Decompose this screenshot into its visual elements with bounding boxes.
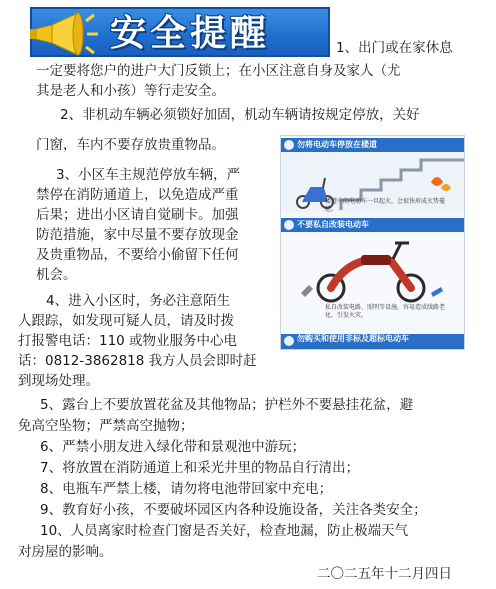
- item-4-line-2: 人跟踪，如发现可疑人员，请及时拨: [18, 313, 234, 329]
- item-3-line-6: 机会。: [36, 267, 77, 283]
- item-1-line-2: 一定要将您户的进户大门反锁上；在小区注意自身及家人（尤: [36, 63, 401, 79]
- item-9: 9、教育好小孩，不要破坏园区内各种设施设备，关注各类安全；: [40, 502, 427, 518]
- infographic-header-2: 不要私自改装电动车: [281, 218, 465, 232]
- item-1-line-3: 其是老人和小孩）等行走安全。: [36, 83, 225, 99]
- item-8: 8、电瓶车严禁上楼，请勿将电池带回家中充电；: [40, 481, 333, 497]
- infographic-caption-1: 楼道中的电动车一旦起火，会很快形成火势蔓延。: [325, 198, 446, 213]
- item-2-line-1: 2、非机动车辆必须锁好加固，机动车辆请按规定停放，关好: [60, 107, 420, 123]
- notice-date: 二〇二五年十二月四日: [317, 566, 452, 582]
- item-5-line-2: 免高空坠物；严禁高空抛物；: [18, 418, 194, 434]
- item-5-line-1: 5、露台上不要放置花盆及其他物品；护栏外不要悬挂花盆，避: [40, 397, 414, 413]
- item-3-line-5: 及贵重物品，不要给小偷留下任何: [36, 247, 239, 263]
- item-3-line-3: 后果；进出小区请自觉刷卡。加强: [36, 207, 239, 223]
- item-10-line-1: 10、人员离家时检查门窗是否关好，检查地漏，防止极端天气: [40, 523, 409, 539]
- scooter-modification-illustration: [281, 233, 465, 313]
- megaphone-icon: [22, 7, 102, 61]
- warning-icon: [284, 140, 294, 150]
- item-4-line-5: 到现场处理。: [18, 373, 99, 389]
- item-4-line-4: 话：0812-3862818 我方人员会即时赶: [18, 353, 257, 369]
- infographic-header-1: 勿将电动车停放在楼道: [281, 138, 465, 152]
- item-7: 7、将放置在消防通道上和采光井里的物品自行清出；: [40, 460, 360, 476]
- warning-icon: [284, 336, 294, 346]
- item-6: 6、严禁小朋友进入绿化带和景观池中游玩；: [40, 439, 306, 455]
- item-3-line-2: 禁停在消防通道上，以免造成严重: [36, 187, 239, 203]
- infographic-caption-2: 私自改装电路、照明等设施，容易造成线路老化，引发火灾。: [325, 304, 446, 319]
- item-1-line-1: 1、出门或在家休息: [336, 40, 453, 56]
- item-3-line-1: 3、小区车主规范停放车辆，严: [56, 167, 241, 183]
- safety-banner: [30, 7, 330, 57]
- item-4-line-1: 4、进入小区时，务必注意陌生: [46, 293, 231, 309]
- warning-icon: [284, 220, 294, 230]
- banner-title: 安全提醒: [110, 13, 271, 54]
- item-10-line-2: 对房屋的影响。: [18, 544, 113, 560]
- safety-infographic: [280, 135, 465, 350]
- infographic-header-3: 勿购买和使用非标及超标电动车: [281, 334, 465, 350]
- item-4-line-3: 打报警电话：110 或物业服务中心电: [18, 333, 238, 349]
- item-2-line-2: 门窗，车内不要存放贵重物品。: [36, 137, 225, 153]
- item-3-line-4: 防范措施，家中尽量不要存放现金: [36, 227, 239, 243]
